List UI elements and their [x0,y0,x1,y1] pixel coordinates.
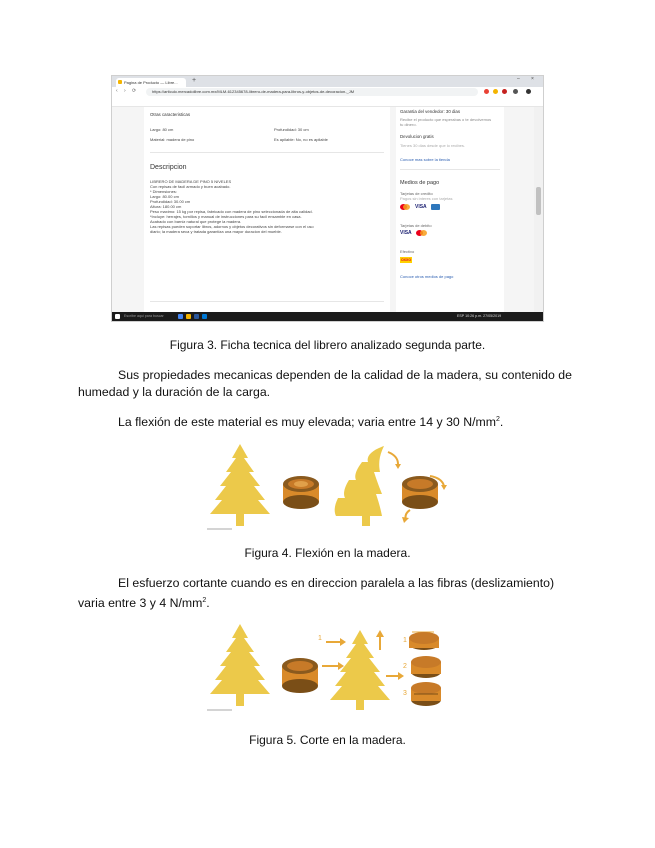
minimize-button[interactable]: – [517,76,520,82]
store-link[interactable]: Conoce mas sobre la tienda [400,157,450,162]
shear-text: El esfuerzo cortante cuando es en direccion paralela a las fibras (deslizamiento) varia entre 3 y 4 N/mm [78,576,555,611]
debit-card-logos [400,230,460,237]
payment-group-sub: Pagos sin interes con tarjetas [400,196,453,201]
profile-avatar-icon[interactable] [513,89,518,94]
purchase-info-pane [396,107,504,312]
payment-methods-link[interactable]: Conoce otros medios de pago [400,274,454,279]
description-line: Largo: 80.00 cm [150,194,179,199]
oxxo-icon [400,257,412,263]
divider [150,152,384,153]
log-slice-3-icon [411,682,441,706]
tab-title: Pagina de Producto — Libre... [124,80,178,85]
extension-icon[interactable] [502,89,507,94]
shear-step-label: 1 [318,635,322,642]
returns-text: Tienes 30 dias desde que lo recibes. [400,143,466,148]
flexion-unit-exponent: 2 [495,416,500,423]
wood-log-twisting-icon [402,476,438,509]
spec-cell: Largo: 80 cm [150,127,174,132]
figure-4-flexion-illustration [0,440,655,532]
returns-title: Devolucion gratis [400,134,434,139]
word-icon[interactable] [194,314,199,319]
taskbar-search[interactable]: Escribe aqui para buscar [124,314,164,318]
visa-icon: VISA [400,230,412,236]
mastercard-icon [403,204,410,210]
maestro-icon [420,230,427,236]
wood-log-icon [283,476,319,509]
flexion-end: . [499,415,504,430]
page-content [112,107,543,312]
description-line: Las repisas pueden soportar libros, adornos y objetos decorativos sin deformarse con el uso [150,224,314,229]
oxxo-label: OXXO [400,258,412,262]
payment-heading: Medios de pago [400,180,440,186]
description-line: Profundidad: 30.00 cm [150,199,191,204]
paragraph-shear [78,575,578,612]
wood-log-icon [282,658,318,693]
description-line: *Incluye: herrajes, tornillos y manual de instrucciones para su facil ensamble en casa. [150,214,302,219]
shear-step-label: 2 [403,663,407,670]
reload-button[interactable]: ⟳ [132,88,137,94]
warranty-title: Garantia del vendedor: 30 dias [400,109,461,114]
tree-bending-icon [335,446,384,526]
start-icon[interactable] [115,314,120,319]
description-line: Peso maximo: 15 kg por repisa, fabricado con madera de pino seleccionada de alta calidad. [150,209,313,214]
description-line: * Dimensiones: [150,189,177,194]
warranty-text: Recibe el producto que esperabas o te devolvemos [400,117,492,122]
menu-icon[interactable] [526,89,531,94]
address-bar[interactable]: https://articulo.mercadolibre.com.mx/MLM-612345678-librero-de-madera-para-libros-y-objetos-de-decoracion-_JM [146,88,478,96]
spec-cell: Material: madera de pino [150,137,195,142]
tab-favicon-icon [118,80,122,84]
tree-upright-icon [210,444,270,526]
visa-icon: VISA [415,204,427,210]
system-tray-clock[interactable]: ESP 10:26 p.m. 27/05/2019 [457,314,502,318]
windows-taskbar [112,312,543,321]
description-line: diario; la madera seca y tratada garantiza una mayor duracion del mueble. [150,229,282,234]
flexion-text: La flexión de este material es muy elevada; varia entre 14 y 30 N/mm [118,415,496,430]
warranty-text: tu dinero. [400,122,417,127]
new-tab-button[interactable]: + [192,77,197,84]
log-slice-2-icon [411,656,441,678]
extension-icon[interactable] [484,89,489,94]
description-body [150,179,314,234]
forward-button[interactable]: › [124,88,126,94]
back-button[interactable]: ‹ [116,88,118,94]
close-window-button[interactable]: × [531,76,534,82]
extension-icon[interactable] [493,89,498,94]
divider [150,301,384,302]
payment-group-label: Tarjetas de credito [400,191,433,196]
figure-3-caption: Figura 3. Ficha tecnica del librero analizado segunda parte. [169,338,486,352]
figure-5-caption: Figura 5. Corte en la madera. [249,733,406,747]
payment-group-label: Efectivo [400,249,415,254]
product-details-pane [144,107,390,312]
figure-5-shear-illustration [0,620,655,715]
description-line: Acabado con barniz natural que protege la madera. [150,219,242,224]
tree-upright-icon [210,624,270,706]
edge-icon[interactable] [202,314,207,319]
payment-group-label: Tarjetas de debito [400,223,432,228]
figure-4-caption: Figura 4. Flexión en la madera. [244,546,411,560]
amex-icon [431,204,440,210]
browser-tab[interactable] [116,78,186,87]
log-slice-1-icon [409,632,439,650]
divider [400,169,500,170]
description-heading: Descripcion [150,164,187,171]
paragraph-mechanical-properties: Sus propiedades mecanicas dependen de la calidad de la madera, su contenido de humedad y la duración de la carga. [78,368,572,399]
bend-arrow-icon [388,452,401,469]
shear-end: . [206,596,210,611]
spec-cell: Es apilable: No, no es apilable [274,137,328,142]
description-line: LIBRERO DE MADERA DE PINO 5 NIVELES [150,179,232,184]
spec-cell: Profundidad: 30 cm [274,127,309,132]
description-line: Altura: 180.00 cm [150,204,182,209]
chrome-icon[interactable] [178,314,183,319]
browser-tab-bar [112,76,543,87]
description-line: Con repisas de facil armado y buen acabado. [150,184,231,189]
credit-card-logos [400,204,460,211]
scrollbar-thumb[interactable] [536,187,541,215]
folder-icon[interactable] [186,314,191,319]
shear-step-label: 1 [403,637,407,644]
product-screenshot [111,75,544,322]
paragraph-flexion [118,411,588,431]
bookmarks-bar [112,97,543,107]
specs-heading: Otras caracteristicas [150,112,191,117]
shear-unit-exponent: 2 [202,597,207,604]
shear-step-label: 3 [403,690,407,697]
